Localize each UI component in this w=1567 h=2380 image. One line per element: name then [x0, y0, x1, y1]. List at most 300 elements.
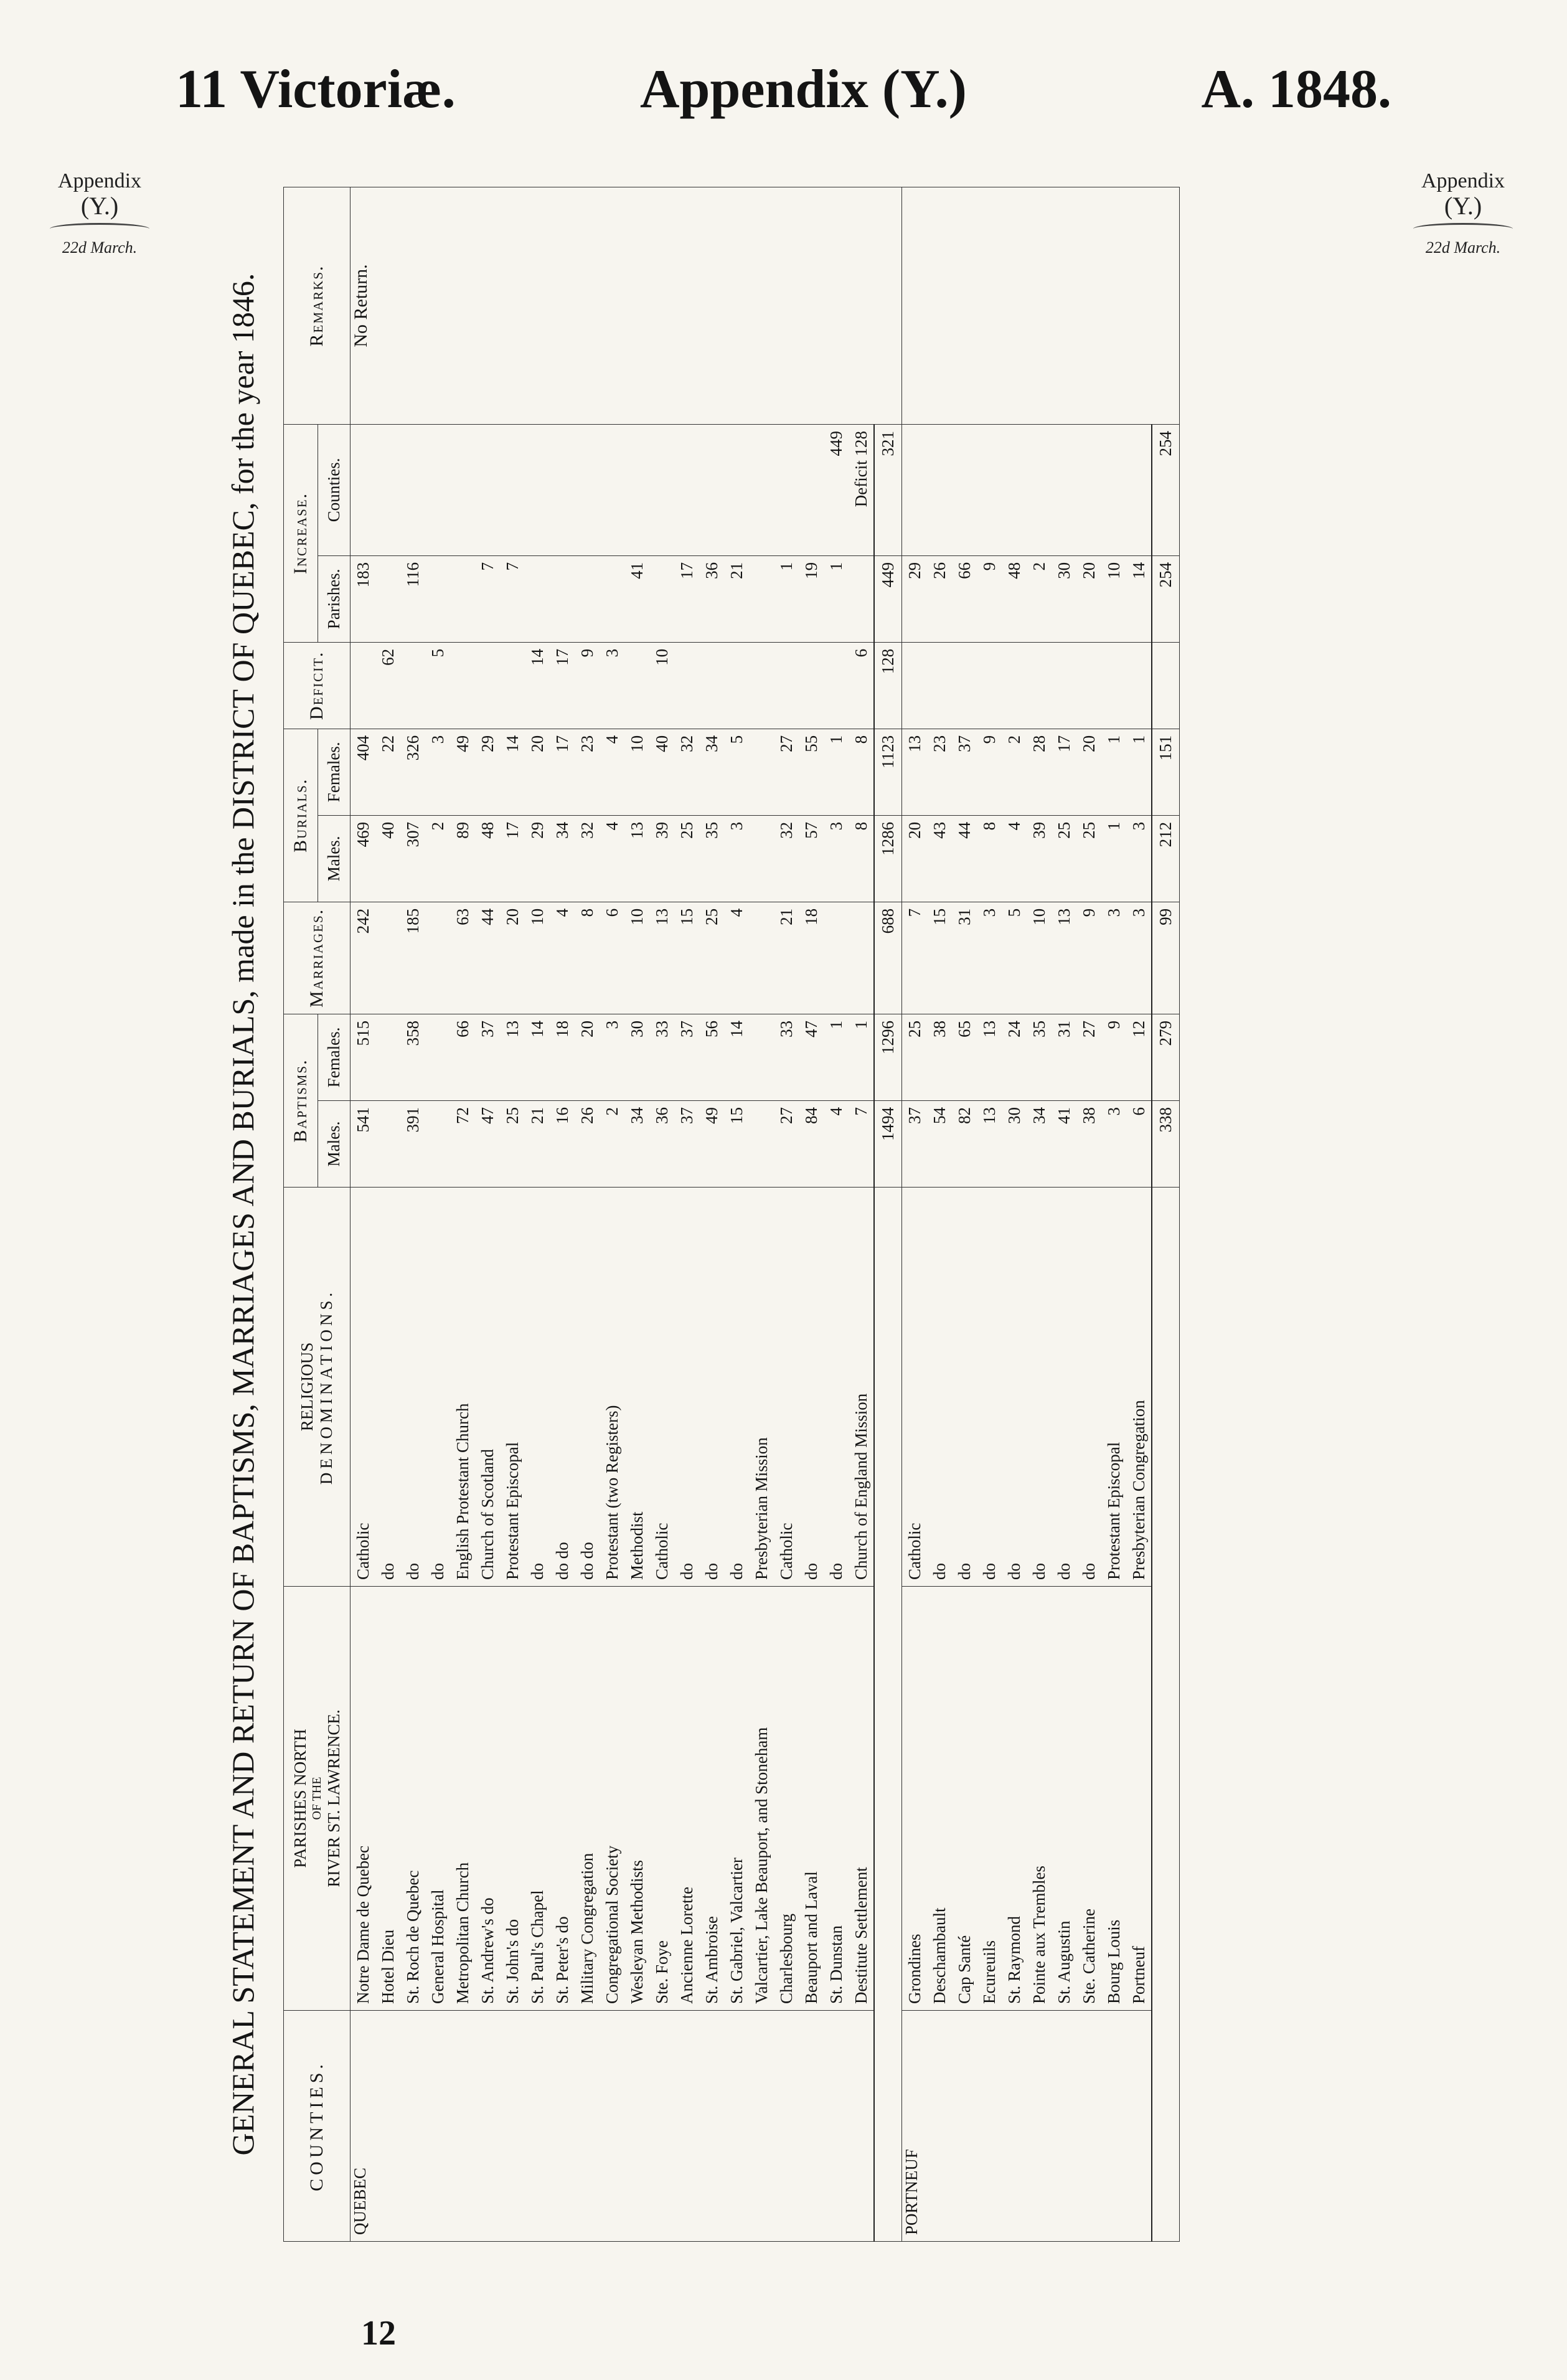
value-bf: 47 — [802, 1021, 821, 1037]
col-burials: Burials. — [284, 729, 318, 902]
col-denom-line2: DENOMINATIONS. — [317, 1288, 336, 1485]
value-def: 5 — [428, 648, 447, 658]
parish-name: General Hospital — [428, 1889, 447, 2004]
parish-name-column — [902, 1587, 1152, 2011]
side-note-left — [25, 169, 174, 257]
header-year: A. 1848. — [1201, 59, 1391, 120]
denomination: do — [1005, 1563, 1023, 1580]
col-baptisms-females: Females. — [318, 1014, 351, 1101]
col-increase-parishes: Parishes. — [318, 555, 351, 642]
value-ic — [425, 431, 450, 549]
table-row — [902, 187, 1152, 2242]
value-ic — [952, 431, 977, 549]
value-bf: 37 — [677, 1021, 696, 1037]
value-um: 307 — [403, 821, 422, 848]
side-note-letter: (Y.) — [1444, 192, 1482, 220]
value-mar: 15 — [677, 908, 696, 925]
parish-name: Congregational Society — [603, 1845, 621, 2004]
value-def — [902, 649, 927, 722]
value-mar: 10 — [628, 908, 646, 925]
parish-name: St. Raymond — [1005, 1915, 1023, 2004]
value-bf: 14 — [727, 1021, 746, 1037]
value-ip: 10 — [1104, 562, 1123, 579]
value-ic — [550, 431, 575, 549]
value-bf: 66 — [453, 1021, 472, 1037]
value-ic — [649, 431, 674, 549]
parish-name: Grondines — [905, 1934, 924, 2004]
total-mar: 688 — [874, 902, 902, 1014]
value-ip: 2 — [1030, 562, 1048, 571]
value-def — [774, 649, 799, 722]
header-session: 11 Victoriæ. — [176, 59, 456, 120]
value-bm: 26 — [578, 1107, 596, 1124]
parish-name: Deschambault — [930, 1907, 949, 2004]
value-um: 29 — [528, 821, 547, 839]
value-uf: 55 — [802, 735, 821, 752]
value-bf: 9 — [1104, 1021, 1123, 1029]
col-burials-males: Males. — [318, 815, 351, 902]
denomination: Protestant Episcopal — [1104, 1442, 1123, 1580]
value-bm: 4 — [827, 1107, 845, 1116]
value-uf: 17 — [1055, 735, 1073, 752]
value-mar — [425, 909, 450, 1008]
denomination: Methodist — [628, 1511, 646, 1580]
total-uf: 151 — [1152, 729, 1180, 815]
value-bm: 2 — [603, 1107, 621, 1116]
col-marriages: Marriages. — [284, 902, 351, 1014]
value-def: 62 — [379, 648, 397, 666]
parish-name: Portneuf — [1129, 1946, 1148, 2004]
value-ic — [351, 431, 375, 549]
value-bm: 27 — [777, 1107, 796, 1124]
value-def — [724, 649, 749, 722]
parish-name: Notre Dame de Quebec — [354, 1845, 372, 2004]
parish-name: Pointe aux Trembles — [1030, 1865, 1048, 2004]
value-uf: 37 — [955, 735, 974, 752]
value-um: 3 — [827, 821, 845, 831]
value-def: 17 — [553, 648, 572, 666]
value-bf: 12 — [1129, 1021, 1148, 1037]
value-um: 32 — [578, 821, 596, 839]
value-uf-column — [902, 729, 1152, 815]
value-def — [977, 649, 1002, 722]
value-um: 25 — [1055, 821, 1073, 839]
value-um: 4 — [603, 821, 621, 831]
value-bf: 24 — [1005, 1021, 1023, 1037]
denomination: do — [955, 1563, 974, 1580]
value-mar: 44 — [478, 908, 497, 925]
brace-mark — [1413, 223, 1513, 235]
value-ip: 116 — [403, 562, 422, 587]
value-um: 43 — [930, 821, 949, 839]
parish-name: Beauport and Laval — [802, 1871, 821, 2004]
value-ic — [927, 431, 952, 549]
value-ic — [1052, 431, 1076, 549]
value-um: 34 — [553, 821, 572, 839]
value-def: 10 — [652, 648, 671, 666]
value-def — [1002, 649, 1027, 722]
county-cell — [902, 2011, 1152, 2242]
value-ic — [624, 431, 649, 549]
value-ic — [774, 431, 799, 549]
value-bf: 33 — [652, 1021, 671, 1037]
value-ip — [550, 562, 575, 636]
parish-name: Destitute Settlement — [852, 1867, 870, 2004]
value-ip: 41 — [628, 562, 646, 579]
side-note-date: 22d March. — [1425, 238, 1501, 257]
value-def — [674, 649, 699, 722]
denomination: do — [379, 1563, 397, 1580]
returns-table — [283, 187, 1180, 2242]
side-note-date: 22d March. — [62, 238, 138, 257]
value-def — [799, 649, 824, 722]
value-bf: 14 — [528, 1021, 547, 1037]
value-ic — [500, 431, 525, 549]
value-def — [1052, 649, 1076, 722]
value-um — [749, 822, 774, 895]
value-def — [699, 649, 724, 722]
value-ic — [525, 431, 550, 549]
value-ip — [575, 562, 600, 636]
value-mar: 3 — [1104, 908, 1123, 917]
value-ic — [1027, 431, 1052, 549]
denomination: do — [1055, 1563, 1073, 1580]
value-ip: 14 — [1129, 562, 1148, 579]
value-ic — [475, 431, 500, 549]
parish-name: Ecureuils — [980, 1940, 999, 2004]
value-um: 35 — [702, 821, 721, 839]
value-um: 13 — [628, 821, 646, 839]
value-bf-column — [902, 1014, 1152, 1101]
denomination: Catholic — [354, 1523, 372, 1580]
value-mar: 10 — [1030, 908, 1048, 925]
value-uf: 13 — [905, 735, 924, 752]
parish-name: Metropolitan Church — [453, 1862, 472, 2004]
value-def-column — [902, 642, 1152, 729]
denomination: Catholic — [905, 1523, 924, 1580]
value-ip: 66 — [955, 562, 974, 579]
value-uf: 23 — [578, 735, 596, 752]
value-uf: 1 — [827, 735, 845, 744]
value-ip — [600, 562, 624, 636]
total-row-blank — [1152, 1188, 1180, 2242]
value-uf: 404 — [354, 735, 372, 761]
table-title: GENERAL STATEMENT AND RETURN OF BAPTISMS, MARRIAGES AND BURIALS, made in the DISTRICT OF QUEBEC, for the year 1846. — [225, 273, 260, 2156]
value-ip — [749, 562, 774, 636]
value-uf: 2 — [1005, 735, 1023, 744]
value-ip — [450, 562, 475, 636]
parish-name: St. Ambroise — [702, 1915, 721, 2004]
col-parishes-line3: RIVER ST. LAWRENCE. — [324, 1709, 343, 1887]
remark-cell — [351, 187, 902, 425]
value-um: 17 — [503, 821, 522, 839]
value-bf: 1 — [827, 1021, 845, 1029]
value-uf: 49 — [453, 735, 472, 752]
value-mar: 13 — [1055, 908, 1073, 925]
value-mar: 20 — [503, 908, 522, 925]
value-ic — [699, 431, 724, 549]
value-uf: 27 — [777, 735, 796, 752]
value-ic — [902, 431, 927, 549]
denomination: do — [428, 1563, 447, 1580]
value-ic: 449 — [827, 431, 845, 456]
value-ip — [425, 562, 450, 636]
value-bf: 25 — [905, 1021, 924, 1037]
value-uf: 10 — [628, 735, 646, 752]
header-appendix: Appendix (Y.) — [640, 59, 967, 120]
denomination: do — [403, 1563, 422, 1580]
denomination: do — [827, 1563, 845, 1580]
value-um: 2 — [428, 821, 447, 831]
county-name: QUEBEC — [351, 2168, 369, 2235]
value-mar: 18 — [802, 908, 821, 925]
col-parishes-line1: PARISHES NORTH — [290, 1729, 309, 1868]
value-ip: 26 — [930, 562, 949, 579]
col-baptisms-males: Males. — [318, 1101, 351, 1188]
col-burials-females: Females. — [318, 729, 351, 815]
total-def: 128 — [874, 642, 902, 729]
value-ic — [724, 431, 749, 549]
parish-name: Valcartier, Lake Beauport, and Stoneham — [752, 1727, 771, 2004]
value-uf: 8 — [852, 735, 870, 744]
rotated-table-block — [205, 187, 1326, 2242]
denomination: do — [702, 1563, 721, 1580]
col-parishes — [284, 1587, 351, 2011]
value-um: 3 — [727, 821, 746, 831]
value-um: 1 — [1104, 821, 1123, 831]
value-def — [500, 649, 525, 722]
parish-name: Hotel Dieu — [379, 1929, 397, 2004]
value-bf — [375, 1021, 400, 1094]
value-mar: 10 — [528, 908, 547, 925]
value-bf: 31 — [1055, 1021, 1073, 1037]
value-ic — [1126, 431, 1151, 549]
value-bm: 13 — [980, 1107, 999, 1124]
value-mar — [749, 909, 774, 1008]
denomination: Catholic — [652, 1523, 671, 1580]
value-bm — [749, 1107, 774, 1181]
value-ip: 1 — [827, 562, 845, 571]
value-bm — [425, 1107, 450, 1181]
value-bm: 37 — [905, 1107, 924, 1124]
total-uf: 1123 — [874, 729, 902, 815]
value-uf — [749, 735, 774, 809]
value-mar-column — [902, 902, 1152, 1014]
value-uf: 326 — [403, 735, 422, 761]
value-ip — [525, 562, 550, 636]
total-mar: 99 — [1152, 902, 1180, 1014]
value-bm: 38 — [1080, 1107, 1098, 1124]
denomination: do — [930, 1563, 949, 1580]
value-ip — [375, 562, 400, 636]
value-uf: 14 — [503, 735, 522, 752]
value-def: 9 — [578, 648, 596, 658]
total-bm: 338 — [1152, 1101, 1180, 1188]
value-um: 32 — [777, 821, 796, 839]
value-uf: 22 — [379, 735, 397, 752]
value-bm: 15 — [727, 1107, 746, 1124]
value-ip: 30 — [1055, 562, 1073, 579]
value-bf: 27 — [1080, 1021, 1098, 1037]
denomination: do — [1030, 1563, 1048, 1580]
total-ic: 254 — [1152, 425, 1180, 556]
value-um: 25 — [1080, 821, 1098, 839]
value-bf: 33 — [777, 1021, 796, 1037]
col-increase-counties: Counties. — [318, 425, 351, 556]
value-def: 3 — [603, 648, 621, 658]
parish-name: Ste. Foye — [652, 1940, 671, 2004]
side-note-appendix: Appendix — [1421, 169, 1505, 192]
value-ic — [749, 431, 774, 549]
value-def — [1101, 649, 1126, 722]
value-bf: 20 — [578, 1021, 596, 1037]
denomination: Presbyterian Congregation — [1129, 1400, 1148, 1580]
brace-mark — [50, 223, 149, 235]
value-bm: 82 — [955, 1107, 974, 1124]
side-note-appendix: Appendix — [57, 169, 142, 192]
value-ip: 21 — [727, 562, 746, 579]
parish-name: Cap Santé — [955, 1935, 974, 2004]
denomination: do — [1080, 1563, 1098, 1580]
value-def — [1076, 649, 1101, 722]
value-um: 39 — [1030, 821, 1048, 839]
value-def — [450, 649, 475, 722]
value-mar: 15 — [930, 908, 949, 925]
col-deficit: Deficit. — [284, 642, 351, 729]
value-uf: 28 — [1030, 735, 1048, 752]
value-um: 469 — [354, 821, 372, 848]
value-bm: 72 — [453, 1107, 472, 1124]
denomination: Church of England Mission — [852, 1393, 870, 1580]
total-row — [874, 187, 902, 2242]
value-mar-column — [351, 902, 875, 1014]
value-bf: 35 — [1030, 1021, 1048, 1037]
parish-name: St. Augustin — [1055, 1920, 1073, 2004]
value-def — [624, 649, 649, 722]
value-bm: 21 — [528, 1107, 547, 1124]
value-ic-column — [351, 425, 875, 556]
value-bm: 541 — [354, 1107, 372, 1133]
denomination-column — [902, 1188, 1152, 1587]
value-bm: 84 — [802, 1107, 821, 1124]
value-bm: 54 — [930, 1107, 949, 1124]
value-def — [400, 649, 425, 722]
value-bf: 13 — [503, 1021, 522, 1037]
col-baptisms: Baptisms. — [284, 1014, 318, 1188]
value-mar: 3 — [1129, 908, 1148, 917]
parish-name: St. John's do — [503, 1919, 522, 2004]
value-ip: 17 — [677, 562, 696, 579]
parish-name: St. Roch de Quebec — [403, 1870, 422, 2004]
total-row — [1152, 187, 1180, 2242]
total-row-blank — [874, 1188, 902, 2242]
total-um: 1286 — [874, 815, 902, 902]
value-def — [927, 649, 952, 722]
remark-text: No Return. — [351, 264, 371, 347]
value-um-column — [351, 815, 875, 902]
value-bf: 56 — [702, 1021, 721, 1037]
value-ip: 36 — [702, 562, 721, 579]
value-mar: 25 — [702, 908, 721, 925]
value-bm: 41 — [1055, 1107, 1073, 1124]
denomination: Protestant Episcopal — [503, 1442, 522, 1580]
value-bm: 3 — [1104, 1107, 1123, 1116]
value-uf: 5 — [727, 735, 746, 744]
value-ip — [649, 562, 674, 636]
value-bf: 37 — [478, 1021, 497, 1037]
total-um: 212 — [1152, 815, 1180, 902]
value-def — [824, 649, 849, 722]
value-uf: 29 — [478, 735, 497, 752]
value-def — [749, 649, 774, 722]
value-bm: 47 — [478, 1107, 497, 1124]
value-ip-column — [902, 555, 1152, 642]
value-ic — [450, 431, 475, 549]
value-bf: 38 — [930, 1021, 949, 1037]
total-bm: 1494 — [874, 1101, 902, 1188]
value-ic — [674, 431, 699, 549]
value-um: 57 — [802, 821, 821, 839]
value-um: 8 — [852, 821, 870, 831]
value-mar: 63 — [453, 908, 472, 925]
total-bf: 279 — [1152, 1014, 1180, 1101]
value-mar: 185 — [403, 908, 422, 934]
value-uf: 4 — [603, 735, 621, 744]
value-def — [952, 649, 977, 722]
value-mar — [824, 909, 849, 1008]
value-bm: 49 — [702, 1107, 721, 1124]
value-bm: 34 — [1030, 1107, 1048, 1124]
denomination: do — [727, 1563, 746, 1580]
value-ic — [977, 431, 1002, 549]
denomination: do — [980, 1563, 999, 1580]
value-bm: 30 — [1005, 1107, 1023, 1124]
value-bm: 7 — [852, 1107, 870, 1116]
value-ip: 7 — [478, 562, 497, 571]
value-def-column — [351, 642, 875, 729]
parish-name: St. Dunstan — [827, 1925, 845, 2004]
parish-name-column — [351, 1587, 875, 2011]
value-bm: 391 — [403, 1107, 422, 1133]
value-mar: 3 — [980, 908, 999, 917]
county-name: PORTNEUF — [902, 2149, 921, 2235]
value-uf: 3 — [428, 735, 447, 744]
page-number: 12 — [361, 2314, 396, 2353]
value-mar: 4 — [727, 908, 746, 917]
parish-name: Bourg Louis — [1104, 1919, 1123, 2004]
total-ip: 254 — [1152, 555, 1180, 642]
value-def: 14 — [528, 648, 547, 666]
value-bf: 13 — [980, 1021, 999, 1037]
denomination: do do — [578, 1542, 596, 1580]
value-um: 48 — [478, 821, 497, 839]
value-mar: 13 — [652, 908, 671, 925]
value-ip — [849, 562, 873, 636]
value-ic — [799, 431, 824, 549]
value-um: 3 — [1129, 821, 1148, 831]
value-um: 20 — [905, 821, 924, 839]
denomination: do — [528, 1563, 547, 1580]
value-ic — [1076, 431, 1101, 549]
value-def — [351, 649, 375, 722]
value-ip: 48 — [1005, 562, 1023, 579]
value-mar: 242 — [354, 908, 372, 934]
col-denominations — [284, 1188, 351, 1587]
value-mar: 8 — [578, 908, 596, 917]
value-ip: 29 — [905, 562, 924, 579]
value-mar: 5 — [1005, 908, 1023, 917]
total-bf: 1296 — [874, 1014, 902, 1101]
